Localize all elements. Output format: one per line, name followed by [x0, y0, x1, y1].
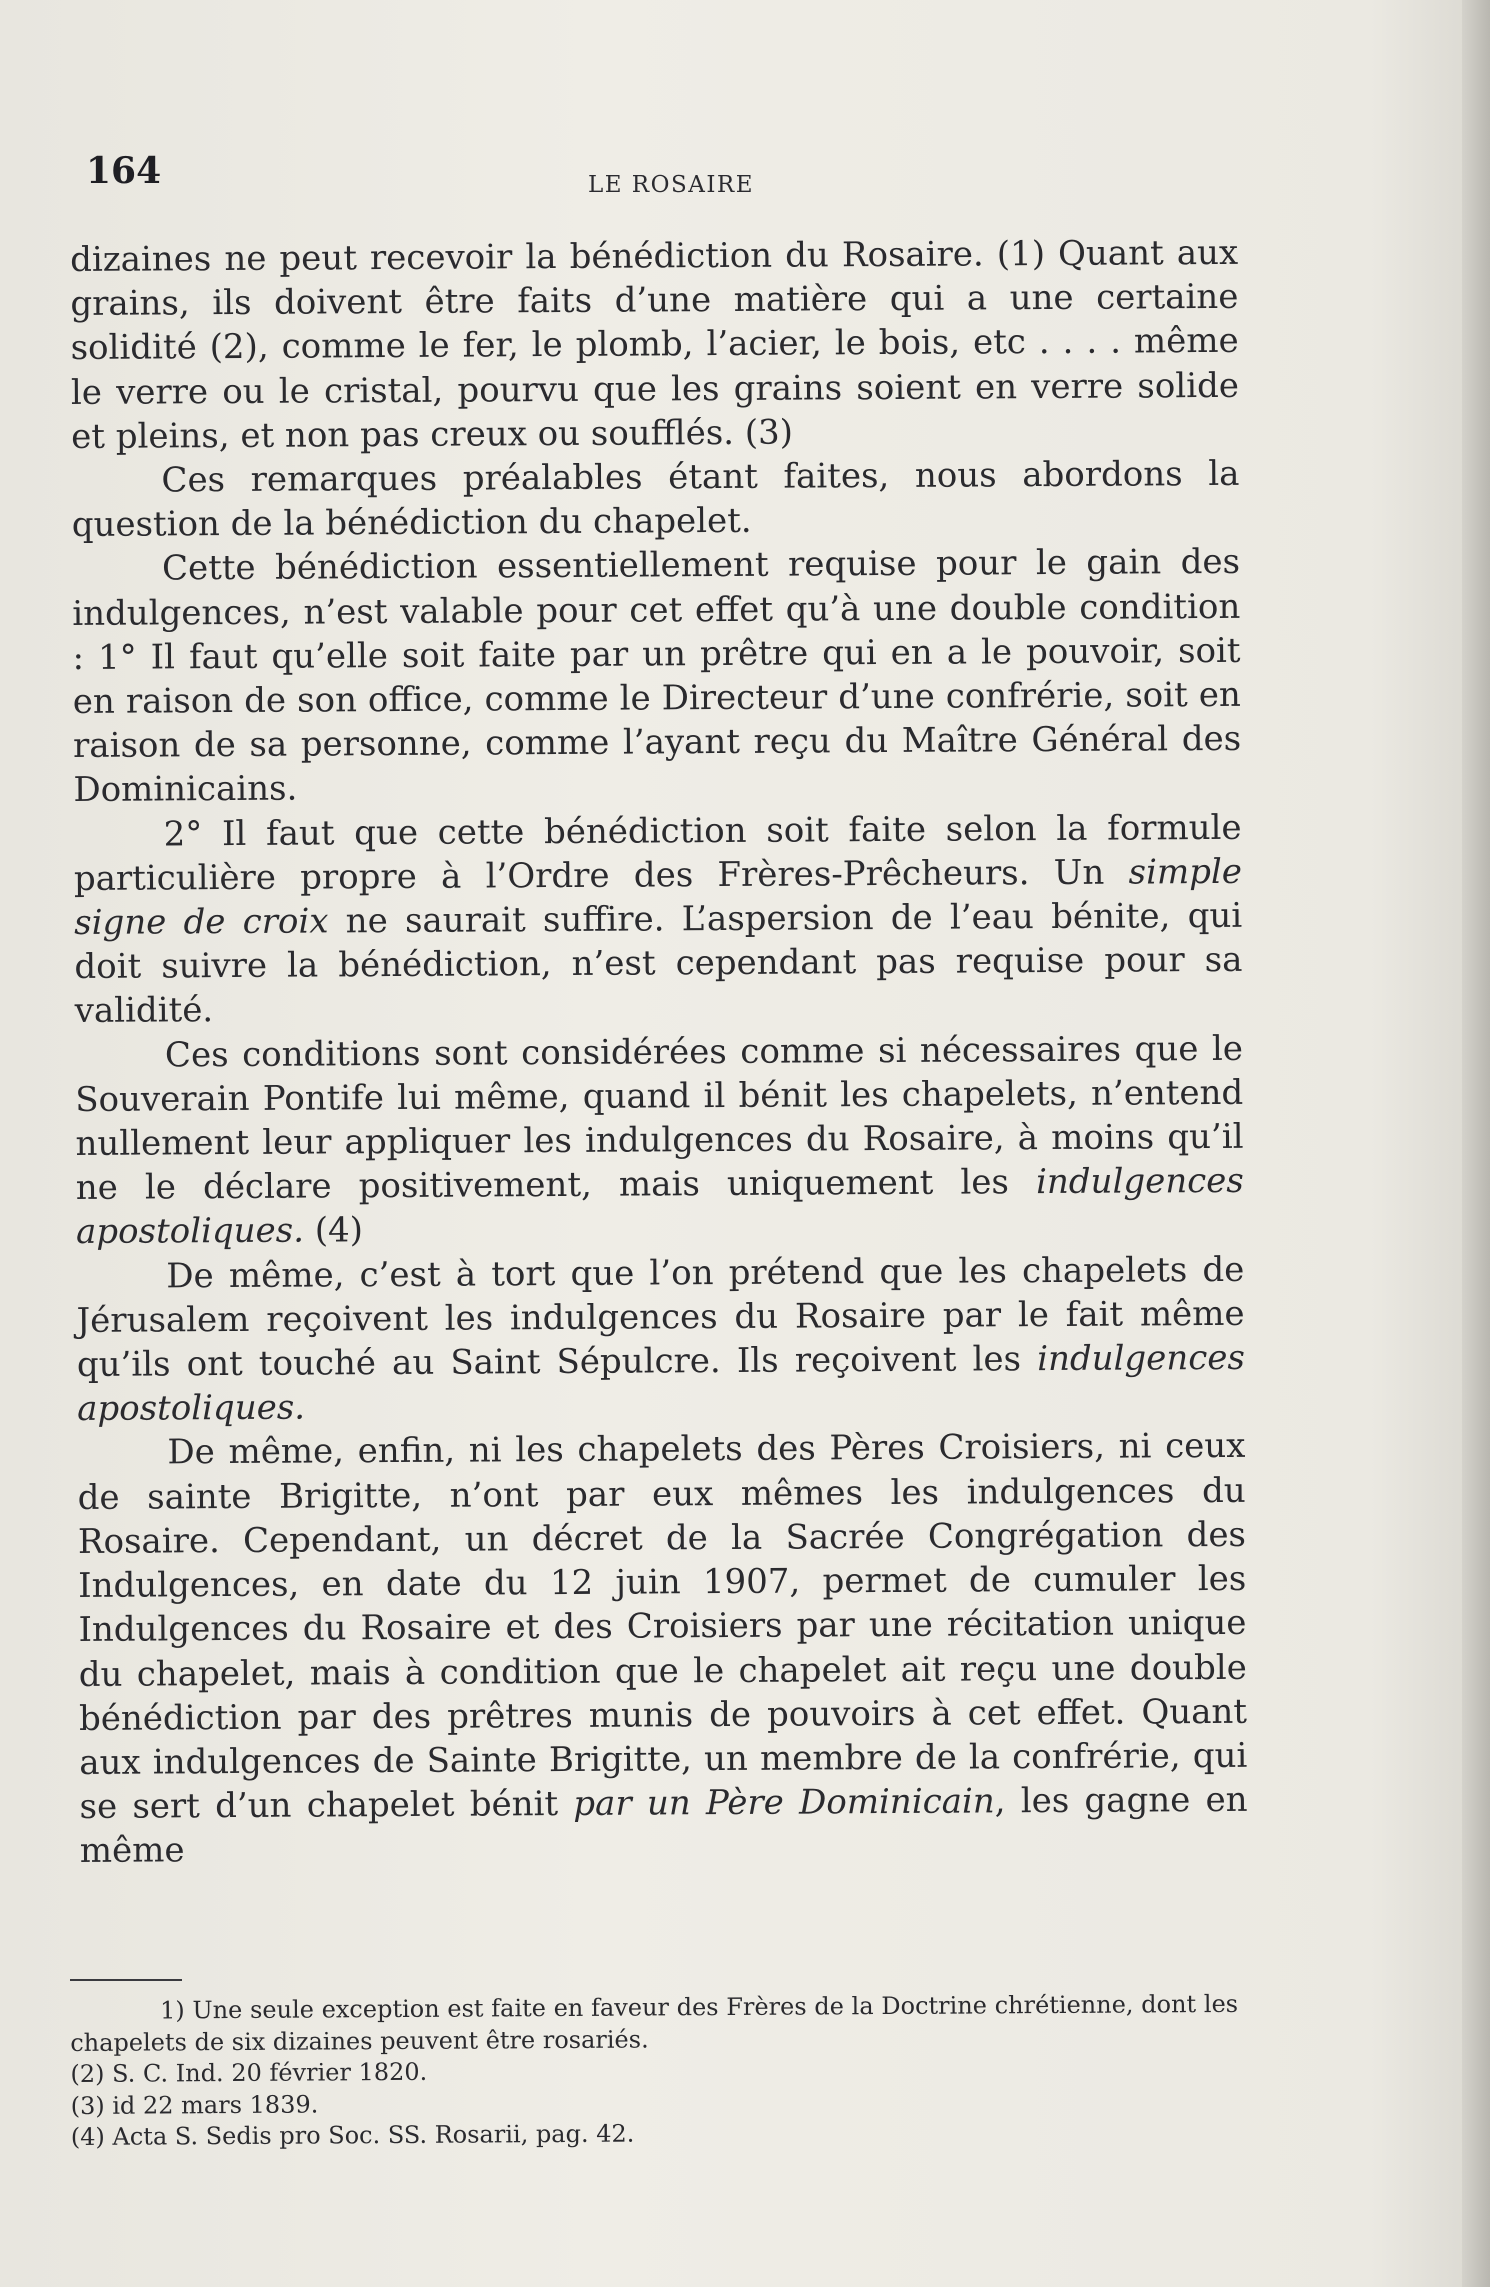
paragraph — [77, 1424, 1248, 1873]
page-number: 164 — [86, 150, 162, 192]
running-title: LE ROSAIRE — [587, 172, 755, 198]
italic-text: par un Père Dominicain — [573, 1781, 995, 1825]
text-run: (4) — [303, 1210, 364, 1252]
footnotes — [70, 1989, 1239, 2154]
paragraph — [74, 805, 1243, 1033]
footnote: (4) Acta S. Sedis pro Soc. SS. Rosarii, pag. 42. — [70, 2119, 635, 2151]
footnote: (2) S. C. Ind. 20 février 1820. — [70, 2057, 428, 2088]
text-run: De même, c’est à tort que l’on prétend que les chapelets de Jérusalem reçoivent les indulgences du Rosaire par le fait même qu’ils ont touché au Saint Sépulcre. Ils reçoivent les — [76, 1249, 1245, 1386]
paragraph — [70, 231, 1239, 459]
text-run: , les gagne en même — [79, 1779, 1248, 1872]
page-header — [86, 150, 1256, 210]
italic-text: simple signe de croix — [74, 851, 1243, 944]
text-run: Ces remarques préalables étant faites, nous abordons la question de la bénédiction du chapelet. — [71, 453, 1240, 546]
text-run: Ces conditions sont considérées comme si nécessaires que le Souverain Pontife lui même, quand il bénit les chapelets, n’entend nullement leur appliquer les indulgences du Rosaire, à moins qu’il ne le déclare positivement, mais uniquement les — [75, 1028, 1244, 1209]
paragraph — [72, 540, 1242, 812]
italic-text: indulgences apostoliques. — [77, 1337, 1245, 1430]
body-text — [70, 231, 1248, 1874]
text-run: ne saurait suffire. L’aspersion de l’eau bénite, qui doit suivre la bénédiction, n’est cependant pas requise pour sa validité. — [74, 895, 1243, 1032]
footnote: (3) id 22 mars 1839. — [70, 2089, 319, 2120]
text-run: De même, enfin, ni les chapelets des Pères Croisiers, ni ceux de sainte Brigitte, n’ont par eux mêmes les indulgences du Rosaire. Cependant, un décret de la Sacrée Congrégation des Indulgences, en date du 12 juin 1907, permet de cumuler les Indulgences du Rosaire et des Croisiers par une récitation unique du chapelet, mais à condition que le chapelet ait reçu une double bénédiction par des prêtres munis de pouvoirs à cet effet. Quant aux indulgences de Sainte Brigitte, un membre de la confrérie, qui se sert d’un chapelet bénit — [77, 1426, 1248, 1828]
footnote-rule — [70, 1979, 182, 1981]
page-edge-shadow — [1462, 0, 1490, 2287]
paragraph — [75, 1027, 1244, 1255]
paragraph — [76, 1248, 1245, 1432]
text-run: 2° Il faut que cette bénédiction soit faite selon la formule particulière propre à l’Ordre des Frères-Prêcheurs. Un — [73, 807, 1242, 899]
text-run: dizaines ne peut recevoir la bénédiction du Rosaire. (1) Quant aux grains, ils doivent être faits d’une matière qui a une certaine solidité (2), comme le fer, le plomb, l’acier, le bois, etc . . . . même le verre ou le cristal, pourvu que les grains soient en verre solide et pleins, et non pas creux ou soufflés. (3) — [70, 232, 1240, 457]
text-run: Cette bénédiction essentiellement requise pour le gain des indulgences, n’est valable pour cet effet qu’à une double condition : 1° Il faut qu’elle soit faite par un prêtre qui en a le pouvoir, soit en raison de son office, comme le Directeur d’une confrérie, soit en raison de sa personne, comme l’ayant reçu du Maître Général des Dominicains. — [72, 542, 1242, 811]
paragraph — [71, 452, 1240, 548]
footnote: 1) Une seule exception est faite en faveur des Frères de la Doctrine chrétienne, dont les chapelets de six dizaines peuvent être rosariés. — [70, 1989, 1239, 2057]
italic-text: indulgences apostoliques. — [75, 1161, 1244, 1253]
